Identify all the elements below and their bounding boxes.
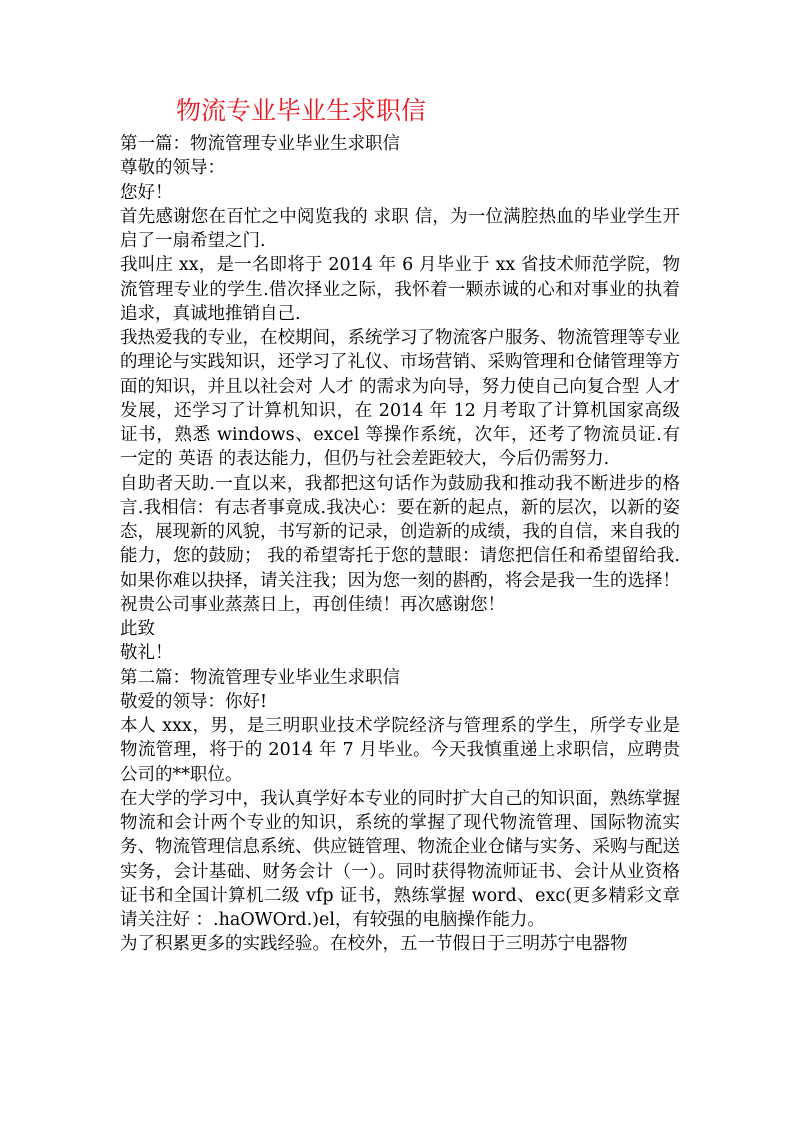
document-body: [120, 132, 680, 957]
paragraph: 本人 xxx，男，是三明职业技术学院经济与管理系的学生，所学专业是物流管理，将于的 2014 年 7 月毕业。今天我慎重递上求职信，应聘贵公司的**职位。: [120, 716, 680, 785]
greeting: 您好！: [120, 182, 173, 203]
section-heading-2: 第二篇：物流管理专业毕业生求职信: [120, 667, 400, 688]
paragraph: 首先感谢您在百忙之中阅览我的 求职 信，为一位满腔热血的毕业学生开启了一扇希望之门.: [120, 206, 680, 251]
paragraph: 我热爱我的专业，在校期间，系统学习了物流客户服务、物流管理等专业的理论与实践知识，还学习了礼仪、市场营销、采购管理和仓储管理等方面的知识，并且以社会对 人才 的需求为向导，努力使自己向复合型 人才 发展，还学习了计算机知识，在 2014 年 12 月考取了计算机国家高级证书，熟悉 windows、excel 等操作系统，次年，还考了物流员证.有一定的 英语 的表达能力，但仍与社会差距较大，今后仍需努力.: [120, 328, 680, 470]
paragraph: 我叫庄 xx，是一名即将于 2014 年 6 月毕业于 xx 省技术师范学院，物流管理专业的学生.借次择业之际，我怀着一颗赤诚的心和对事业的执着追求，真诚地推销自己.: [120, 255, 680, 324]
paragraph: 祝贵公司事业蒸蒸日上，再创佳绩！再次感谢您！: [120, 594, 505, 615]
paragraph: 在大学的学习中，我认真学好本专业的同时扩大自己的知识面，熟练掌握物流和会计两个专业的知识，系统的掌握了现代物流管理、国际物流实务、物流管理信息系统、供应链管理、物流企业仓储与实务、采购与配送实务，会计基础、财务会计（一）。同时获得物流师证书、会计从业资格证书和全国计算机二级 vfp 证书，熟练掌握 word、exc(更多精彩文章请关注好 ：.haOWOrd.)el，有较强的电脑操作能力。: [120, 788, 680, 930]
document-title: 物流专业毕业生求职信: [176, 96, 427, 125]
paragraph: 自助者天助.一直以来，我都把这句话作为鼓励我和推动我不断进步的格言.我相信：有志者事竟成.我决心：要在新的起点，新的层次，以新的姿态，展现新的风貌，书写新的记录，创造新的成绩，我的自信，来自我的能力，您的鼓励； 我的希望寄托于您的慧眼：请您把信任和希望留给我.如果你难以抉择，请关注我；因为您一刻的斟酌，将会是我一生的选择！: [120, 473, 680, 591]
salutation: 敬爱的领导：你好!: [120, 691, 268, 712]
salutation: 尊敬的领导：: [120, 158, 225, 179]
closing-line: 敬礼！: [120, 643, 173, 664]
section-heading-1: 第一篇：物流管理专业毕业生求职信: [120, 134, 400, 154]
closing-line: 此致: [120, 619, 155, 639]
paragraph: 为了积累更多的实践经验。在校外，五一节假日于三明苏宁电器物: [120, 934, 628, 955]
